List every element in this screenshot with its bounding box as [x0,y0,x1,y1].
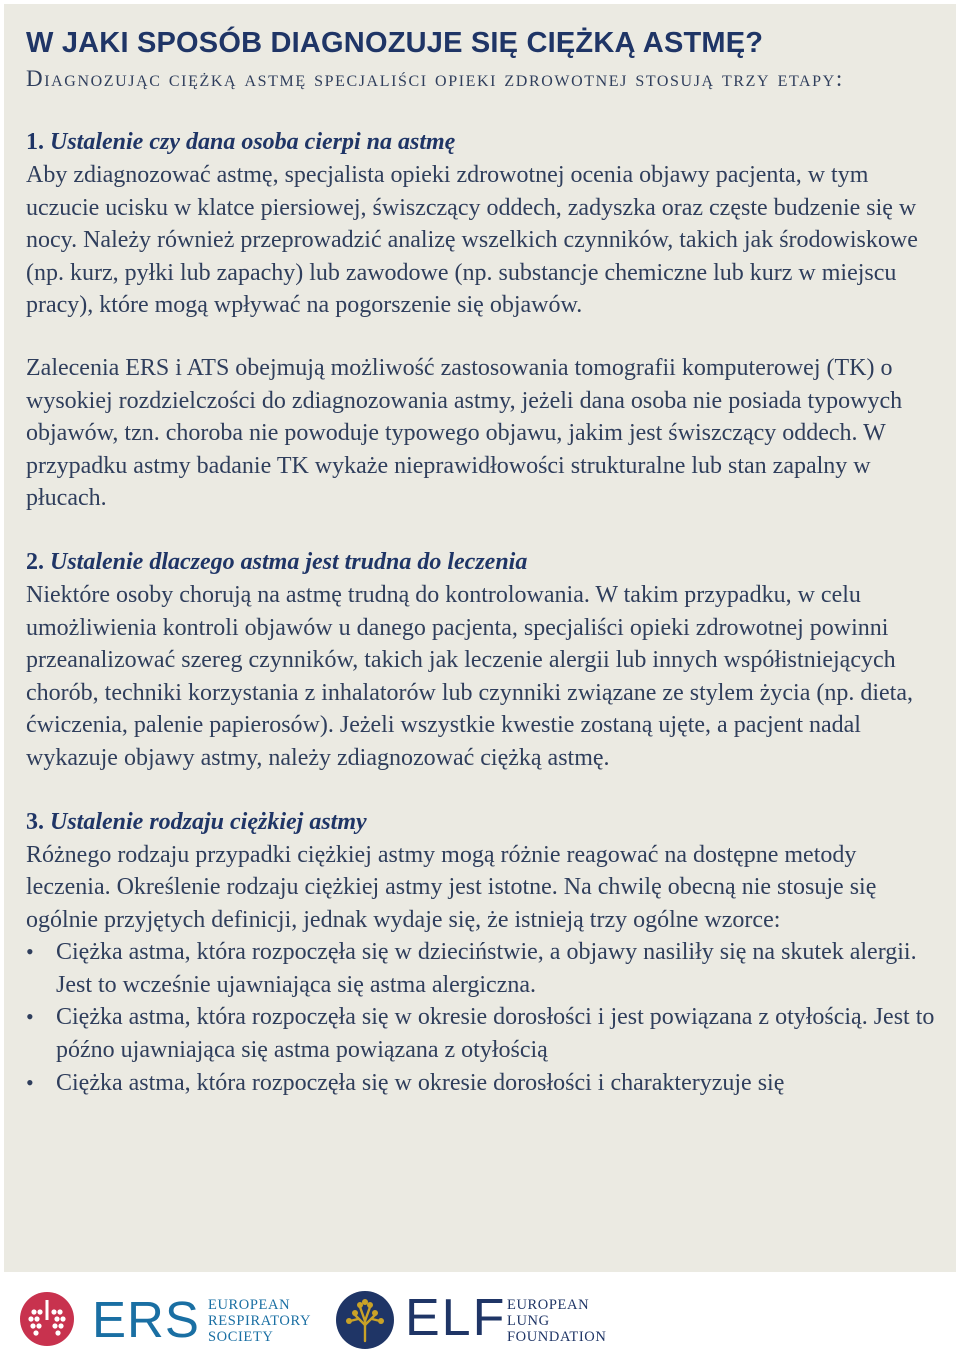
elf-name-line: LUNG [507,1313,550,1329]
paragraph: Zalecenia ERS i ATS obejmują możliwość zastosowania tomografii komputerowej (TK) o wysokiej rozdzielczości do zdiagnozowania astmy, jeżeli dana osoba nie posiada typowych objawów, tzn. choroba nie powoduje typowego objawu, jakim jest świszczący oddech. W przypadku astmy badanie TK wykaże nieprawidłowości strukturalne lub stan zapalny w płucach. [26,354,903,512]
elf-name-line: EUROPEAN [507,1297,590,1313]
section-3-heading [26,805,936,839]
page-title: W JAKI SPOSÓB DIAGNOZUJE SIĘ CIĘŻKĄ ASTMĘ? [26,27,764,59]
section-1-heading [26,125,936,159]
ers-name-line: SOCIETY [208,1329,274,1345]
elf-name-line: FOUNDATION [507,1329,607,1345]
section-1 [26,125,936,515]
ers-name-line: RESPIRATORY [208,1313,312,1329]
section-title: Ustalenie czy dana osoba cierpi na astmę [50,129,456,155]
section-number: 1. [26,129,44,155]
elf-logo-text: ELF [405,1289,507,1347]
section-number: 3. [26,808,44,835]
section-3 [26,805,936,1100]
ers-lungs-logo-icon [20,1292,74,1346]
section-number: 2. [26,548,44,575]
list-item: • Ciężka astma, która rozpoczęła się w dzieciństwie, a objawy nasiliły się na skutek alergii. Jest to wcześnie ujawniająca się astma alergiczna. [26,936,936,1001]
ers-logo-text: ERS [92,1291,200,1348]
ers-name-line: EUROPEAN [208,1297,291,1313]
list-item: • Ciężka astma, która rozpoczęła się w okresie dorosłości i charakteryzuje się [26,1067,936,1100]
document-body [26,24,936,1099]
paragraph: Różnego rodzaju przypadki ciężkiej astmy mogą różnie reagować na dostępne metody leczenia. Określenie rodzaju ciężkiej astmy jest istotne. Na chwilę obecną nie stosuje się ogólnie przyjętych definicji, jednak wydaje się, że istnieją trzy ogólne wzorce: [26,841,877,933]
paragraph: Niektóre osoby chorują na astmę trudną do kontrolowania. W takim przypadku, w celu umożliwienia kontroli objawów u danego pacjenta, specjaliści opieki zdrowotnej powinni przeanalizować szereg czynników, takich jak leczenie alergii lub innych współistniejących chorób, techniki korzystania z inhalatorów lub czynniki związane ze stylem życia (np. dieta, ćwiczenia, palenie papierosów). Jeżeli wszystkie kwestie zostaną ujęte, a pacjent nadal wykazuje objawy astmy, należy zdiagnozować ciężką astmę. [26,581,913,771]
page-subtitle: Diagnozując ciężką astmę specjaliści opieki zdrowotnej stosują trzy etapy: [26,66,844,91]
section-title: Ustalenie rodzaju ciężkiej astmy [50,808,367,835]
paragraph: Aby zdiagnozować astmę, specjalista opieki zdrowotnej ocenia objawy pacjenta, w tym uczucie ucisku w klatce piersiowej, świszczący oddech, zadyszka oraz częste budzenie się w nocy. Należy również przeprowadzić analizę wszelkich czynników, takich jak środowiskowe (np. kurz, pyłki lub zapachy) lub zawodowe (np. substancje chemiczne lub kurz w miejscu pracy), które mogą wpływać na pogorszenie się objawów. [26,162,918,319]
pattern-list [26,936,936,1099]
section-2-heading [26,545,936,579]
list-item: • Ciężka astma, która rozpoczęła się w okresie dorosłości i jest powiązana z otyłością. Jest to późno ujawniająca się astma powiązana z otyłością [26,1001,936,1066]
section-title: Ustalenie dlaczego astma jest trudna do leczenia [50,548,528,575]
ers-full-name [208,1297,311,1345]
elf-tree-logo-icon [336,1291,394,1349]
section-2 [26,545,936,775]
elf-full-name [507,1297,606,1345]
